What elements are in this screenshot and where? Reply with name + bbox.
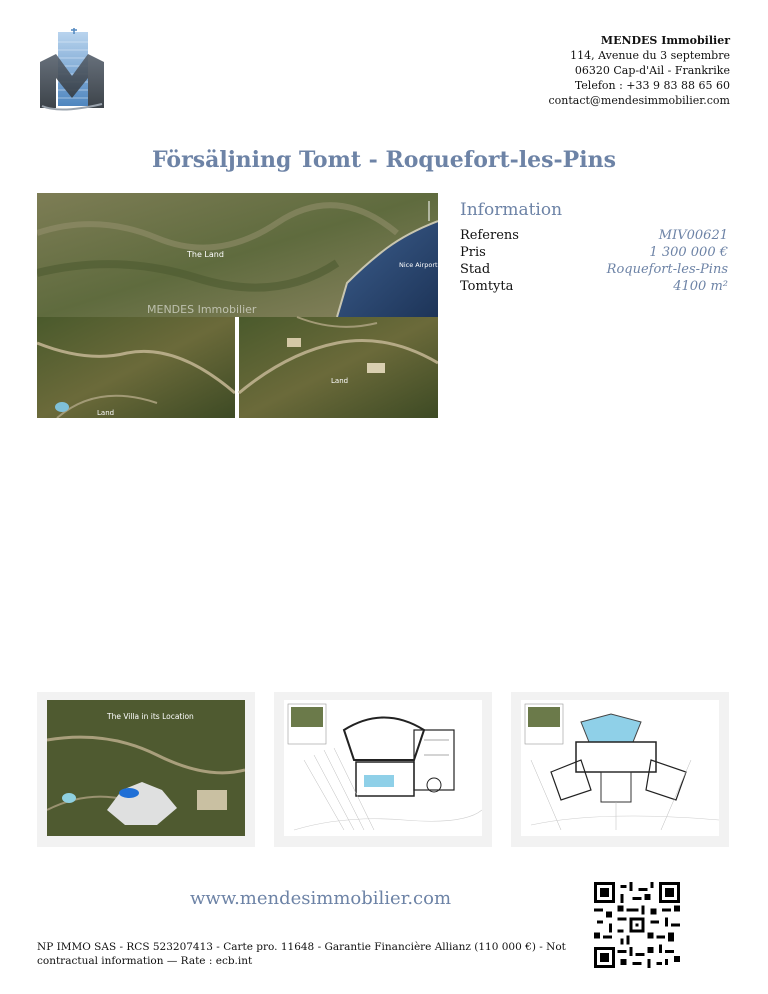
- villa-location-image: [47, 700, 245, 836]
- info-value: 4100 m²: [673, 279, 728, 294]
- listing-title: Försäljning Tomt - Roquefort-les-Pins: [152, 147, 616, 173]
- hero-label-land-right: Land: [331, 377, 349, 385]
- villa-location-label: The Villa in its Location: [107, 712, 194, 721]
- agency-address-line1: 114, Avenue du 3 septembre: [570, 49, 730, 62]
- information-table: [460, 227, 728, 295]
- hero-watermark: MENDES Immobilier: [147, 303, 257, 316]
- hero-label-the-land: The Land: [187, 250, 224, 259]
- info-value: Roquefort-les-Pins: [606, 262, 728, 277]
- info-value: 1 300 000 €: [649, 245, 728, 260]
- info-row-city: [460, 261, 728, 278]
- agency-name: MENDES Immobilier: [600, 34, 730, 47]
- info-label: Referens: [460, 228, 519, 243]
- legal-notice: NP IMMO SAS - RCS 523207413 - Carte pro. 11648 - Garantie Financière Allianz (110 000 €) - Not contractual information — Rate : ecb.int: [37, 941, 566, 967]
- info-label: Stad: [460, 262, 491, 277]
- photo-thumbnail-1[interactable]: [37, 692, 255, 847]
- agency-logo: [36, 28, 108, 112]
- agency-email[interactable]: contact@mendesimmobilier.com: [548, 94, 730, 107]
- photo-thumbnail-3[interactable]: [511, 692, 729, 847]
- info-value: MIV00621: [658, 228, 728, 243]
- hero-label-nice-airport: Nice Airport: [399, 261, 438, 269]
- floor-plan-image-2: [521, 700, 719, 836]
- photo-thumbnail-2[interactable]: [274, 692, 492, 847]
- agency-address-line2: 06320 Cap-d'Ail - Frankrike: [574, 64, 730, 77]
- info-label: Tomtyta: [460, 279, 514, 294]
- agency-contact: [548, 33, 730, 108]
- website-link[interactable]: www.mendesimmobilier.com: [190, 888, 452, 909]
- info-row-plot-area: [460, 278, 728, 295]
- floor-plan-image-1: [284, 700, 482, 836]
- info-label: Pris: [460, 245, 486, 260]
- information-heading: Information: [460, 200, 563, 220]
- hero-aerial-image: [37, 193, 438, 418]
- info-row-reference: [460, 227, 728, 244]
- hero-label-land-left: Land: [97, 409, 115, 417]
- agency-phone: Telefon : +33 9 83 88 65 60: [574, 79, 730, 92]
- qr-code: [590, 882, 684, 968]
- info-row-price: [460, 244, 728, 261]
